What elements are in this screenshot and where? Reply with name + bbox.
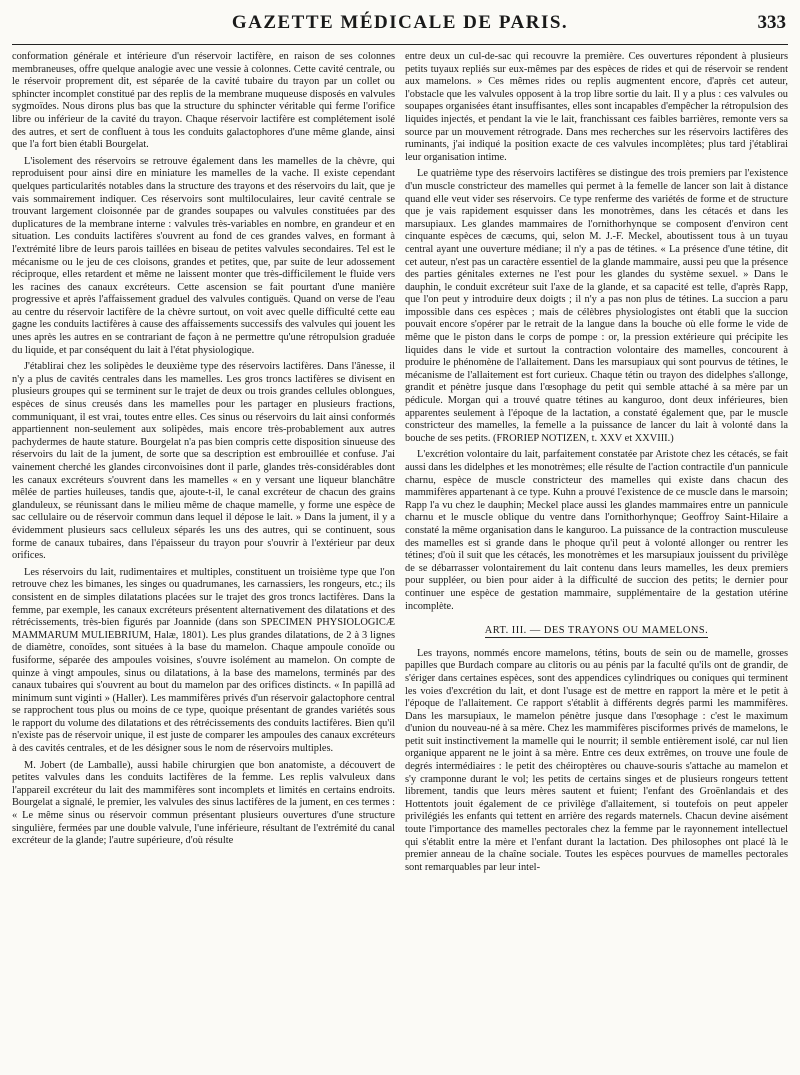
section-heading	[405, 625, 788, 638]
paragraph: L'excrétion volontaire du lait, parfaitement constatée par Aristote chez les cétacés, se fait aussi dans les didelphes et les monotrèmes; elle résulte de l'action contractile d'un pannicule charnu, espèce de muscle constricteur des mamelles qui existe dans chacun des mammifères appartenant à ce type. Kuhn a prouvé l'existence de ce muscle dans le marsoin; Rapp l'a vu chez le dauphin; Meckel place aussi les glandes mammaires entre un pannicule charnu et le muscle oblique du ventre dans l'ornithorhynque; Geoffroy Saint-Hilaire a constaté la même organisation dans le kanguroo. La puissance de la contraction musculeuse des mamelles est si grande dans le phoque qu'il peut à volonté allonger ou rentrer les tétines; d'où il suit que les cétacés, les monotrèmes et les marsupiaux jouissent du privilège de se débarrasser volontairement du lait contenu dans leurs mamelles, les deux premiers pour suppléer, ou bien pour aider à la difficulté de succion des petits; le dernier pour continuer une espèce de gestation mammaire, supplémentaire de la gestation utérine incomplète.	[405, 449, 788, 612]
paragraph: M. Jobert (de Lamballe), aussi habile chirurgien que bon anatomiste, a découvert de petites valvules dans les conduits lactifères de la femme. Les replis valvuleux dans l'appareil excréteur du lait des mammifères sont incomplets et limités en certains endroits. Bourgelat a signalé, le premier, les valvules des sinus lactifères de la jument, en ces termes : « Le même sinus ou réservoir commun présentant plusieurs ouvertures d'une structure singulière, fermées par une double valvule, l'une inférieure, résultant de l'extrémité du canal excréteur de la glande; l'autre supérieure, d'où résulte	[12, 759, 395, 847]
section-heading-text: ART. III. — DES TRAYONS OU MAMELONS.	[484, 625, 709, 637]
page-number: 333	[757, 12, 786, 33]
paragraph: conformation générale et intérieure d'un réservoir lactifère, en raison de ses colonnes membraneuses, offre quelque analogie avec une vessie à colonnes. Cette cavité centrale, ou le réservoir proprement dit, est séparée de la cavité tubaire du trayon par un collet ou sphincter incomplet constitué par des replis de la membrane muqueuse disposés en valvules sygmoïdes. Nous dirons plus bas que la structure du sphincter véritable qui ferme l'orifice libre ou inférieur de la cavité du trayon. Chaque réservoir lactifère est complétement isolé des autres, et sert de confluent à tous les conduits galactophores d'une même glande, ainsi que l'a fort bien établi Bourgelat.	[12, 51, 395, 151]
page-header	[12, 6, 788, 45]
text-columns	[12, 51, 788, 1071]
paragraph: J'établirai chez les solipèdes le deuxième type des réservoirs lactifères. Dans l'ânesse, il n'y a plus de cavités centrales dans les mamelles. Les gros troncs lactifères se divisent en plusieurs groupes qui se terminent sur le trajet de deux ou trois grandes cellules oblongues, espèces de sinus creusés dans les mamelles pour les partager en plusieurs fractions, communiquant, il est vrai, toutes entre elles. Ces sinus ou réservoirs du lait ainsi conformés appartiennent non-seulement aux solipèdes, mais encore très-probablement aux autres pachydermes de haute stature. Bourgelat n'a pas bien compris cette disposition sinueuse des réservoirs du lait de la jument, de sorte que sa description est embrouillée et confuse. J'ai vainement cherché les glandes circonvoisines dont il parle, glandes très-considérables dont les canaux excréteurs s'ouvrent dans les mamelles « en y versant une liqueur blanchâtre mêlée de parties huileuses, tandis que, ajoute-t-il, le canal excréteur de chacun des grains glanduleux, se réunissant dans le milieu même de chaque mamelle, y forme une espèce de sac cellulaire ou de réservoir commun dans lequel il dépose le lait. » Dans la jument, il y a évidemment plusieurs sacs celluleux séparés les uns des autres, qui se continuent, sous forme de canaux tubaires, dans l'épaisseur du trayon pour s'ouvrir à l'extérieur par deux orifices.	[12, 361, 395, 562]
paragraph: L'isolement des réservoirs se retrouve également dans les mamelles de la chèvre, qui reproduisent pour ainsi dire en miniature les mamelles de la vache. Il existe cependant quelques particularités notables dans la structure des trayons et des réservoirs du lait, que je vais sommairement indiquer. Ces réservoirs sont multiloculaires, leur cavité centrale se trouvant largement cloisonnée par de grandes soupapes ou valvules constituées par des duplicatures de la membrane interne : valvules très-variables en nombre, en grandeur et en situation. Les conduits lactifères s'ouvrent au fond de ces grandes valves, en formant à l'extrémité libre de leurs parois taillées en biseau de petites valvules secondaires. Tel est le mécanisme ou le jeu de ces cloisons, grandes et petites, que, par suite de leur adossement réciproque, elles retardent et même ne laissent monter que très-difficilement le fluide vers les racines des canaux excréteurs. Cette ascension se fait pourtant d'une manière progressive et après l'affaissement graduel des valvules contiguës. Quand on verse de l'eau au centre du réservoir lactifère de la chèvre surtout, on voit avec quelle difficulté cette eau gagne les conduits lactifères à cause des affaissements successifs des valvules qui jouent les unes après les autres en se contrariant de façon à ne permettre qu'une rétropulsion graduée du liquide, et par conséquent du lait à l'état physiologique.	[12, 155, 395, 356]
paragraph: Les réservoirs du lait, rudimentaires et multiples, constituent un troisième type que l'on retrouve chez les bimanes, les singes ou quadrumanes, les carnassiers, les rongeurs, etc.; ils consistent en de simples dilatations placées sur le trajet des gros troncs lactifères. Dans la femme, par exemple, les canaux excréteurs présentent alternativement des dilatations et des rétrécissements, très-bien figurés par Joannide (dans son SPECIMEN PHYSIOLOGICÆ MAMMARUM MULIEBRIUM, Halæ, 1801). Les plus grandes dilatations, de 2 à 3 lignes de diamètre, conoïdes, sont situées à la base du mamelon. Chaque ampoule conoïde ou fusiforme, séparée des ampoules voisines, s'ouvre isolément au mamelon. On compte de quinze à vingt ampoules, sinus ou dilatations, à la base des mamelons, terminés par des canaux tubaires qui s'ouvrent au bout du mamelon par des orifices distincts. « In papillâ ad minimum sunt viginti » (Haller). Les mammifères privés d'un réservoir galactophore central se rapprochent tous plus ou moins de ce type, quoique présentant de grandes variétés sous le rapport du volume des dilatations et des rétrécissements des conduits lactifères. Bien qu'il n'existe pas de réservoir unique, il est juste de comparer les ampoules des canaux excréteurs à des cavités centrales, et de les désigner sous le nom de réservoirs multiples.	[12, 566, 395, 755]
journal-title: GAZETTE MÉDICALE DE PARIS.	[231, 12, 569, 33]
right-column	[405, 51, 788, 1071]
paragraph: Les trayons, nommés encore mamelons, tétins, bouts de sein ou de mamelle, grosses papilles que Burdach compare au clitoris ou au pénis par la faculté qu'ils ont de grandir, de s'ériger dans certaines espèces, sont des appendices cylindriques ou coniques qui terminent les voies d'excrétion du lait, et dont l'usage est de mettre en rapport la mère et le petit à l'époque de l'allaitement. Ce rapport s'établit à différents degrés parmi les mammifères. Dans les marsupiaux, le mamelon pénètre jusque dans l'œsophage : c'est le maximum d'union du nouveau-né à sa mère. Chez les mammifères pisciformes privés de mamelons, le petit suit instinctivement la mamelle qui le nourrit; il semble entièrement isolé, car nul lien organique apparent ne le joint à sa mère. Entre ces deux extrêmes, on trouve une foule de degrés intermédiaires : le petit des chéiroptères ou chauve-souris s'attache au mamelon et s'y cramponne durant le vol; les petits de certains singes et de plusieurs rongeurs tettent librement, tandis que leurs mères sautent et fuient; l'enfant des Groënlandais et des Hottentots jouit également de ce privilège d'allaitement, si toutefois on peut appeler privilégiés les enfants qui tettent en arrière des regards maternels. Chacun devine aisément toute l'importance des mamelles pectorales chez la femme par le rayonnement intellectuel qui s'établit entre la mère et l'enfant durant la lactation. Des philosophes ont placé là le premier anneau de la chaîne sociale. Toutes les espèces pourvues de mamelles pectorales sont remarquables par leur intel-	[405, 647, 788, 873]
paragraph: entre deux un cul-de-sac qui recouvre la première. Ces ouvertures répondent à plusieurs petits tuyaux repliés sur eux-mêmes par des espèces de rides et qui de réservoir se rendent aux mamelons. » Ces mêmes rides ou replis augmentent encore, d'après cet auteur, l'obstacle que les valvules opposent à la trop libre sortie du lait. Il y a plus : ces valvules ou soupapes organisées étant insuffisantes, elles sont incapables d'empêcher la rétropulsion des liquides injectés, et pendant la vie le lait, franchissant ces faibles barrières, remonte vers sa source par un mouvement rétrograde. Dans mes recherches sur les réservoirs lactifères des ruminants, j'ai indiqué la position exacte de ces valvules incomplètes; plus tard j'établirai leur organisation intime.	[405, 51, 788, 163]
left-column	[12, 51, 395, 1071]
paragraph: Le quatrième type des réservoirs lactifères se distingue des trois premiers par l'existence d'un muscle constricteur des mamelles qui permet à la femelle de lancer son lait à distance quand elle veut vider ses réservoirs. Ce type renferme des variétés de forme et de structure que je vais rapidement esquisser dans les monotrèmes, dans les cétacés et dans les marsupiaux. Les glandes mammaires de l'ornithorhynque se composent d'environ cent cinquante espèces de cæcums, qui, selon M. J.-F. Meckel, aboutissent tous à un tuyau central ayant une ouverture médiane; il n'y a pas de tétines. « La présence d'une tétine, dit cet auteur, n'est pas un caractère essentiel de la glande mammaire, aussi peu que la présence des parties génitales externes ne l'est pour les glandes du système sexuel. » Dans le dauphin, le conduit excréteur suit l'axe de la glande, et sa capacité est telle, d'après Rapp, que l'on peut y introduire deux doigts ; il n'y a pas non plus de tétines. La succion a paru impossible dans ces espèces ; mais de célèbres physiologistes ont établi que la succion pouvait encore s'opérer par le retrait de la langue dans la bouche où elle forme le vide de même que le piston dans le corps de pompe : or, la pression extérieure qui précipite les liquides dans le vide et surtout la contraction volontaire des mamelles, concourent à produire le phénomène de l'allaitement. Dans les marsupiaux qui sont pourvus de tétines, le mécanisme de l'allaitement est fort curieux. Chaque tétin ou trayon des didelphes s'allonge, grandit et pénètre jusque dans l'œsophage du petit qui semble attaché à sa mère par un pédicule. Morgan qui a trouvé quatre tétines au kanguroo, dont deux inférieures, bien apparentes seulement à l'époque de la lactation, a constaté également que, par le muscle constricteur des mamelles, la femelle a la puissance de lancer du lait à volonté dans la bouche de ses petits. (FRORIEP NOTIZEN, t. XXV et XXVIII.)	[405, 168, 788, 444]
